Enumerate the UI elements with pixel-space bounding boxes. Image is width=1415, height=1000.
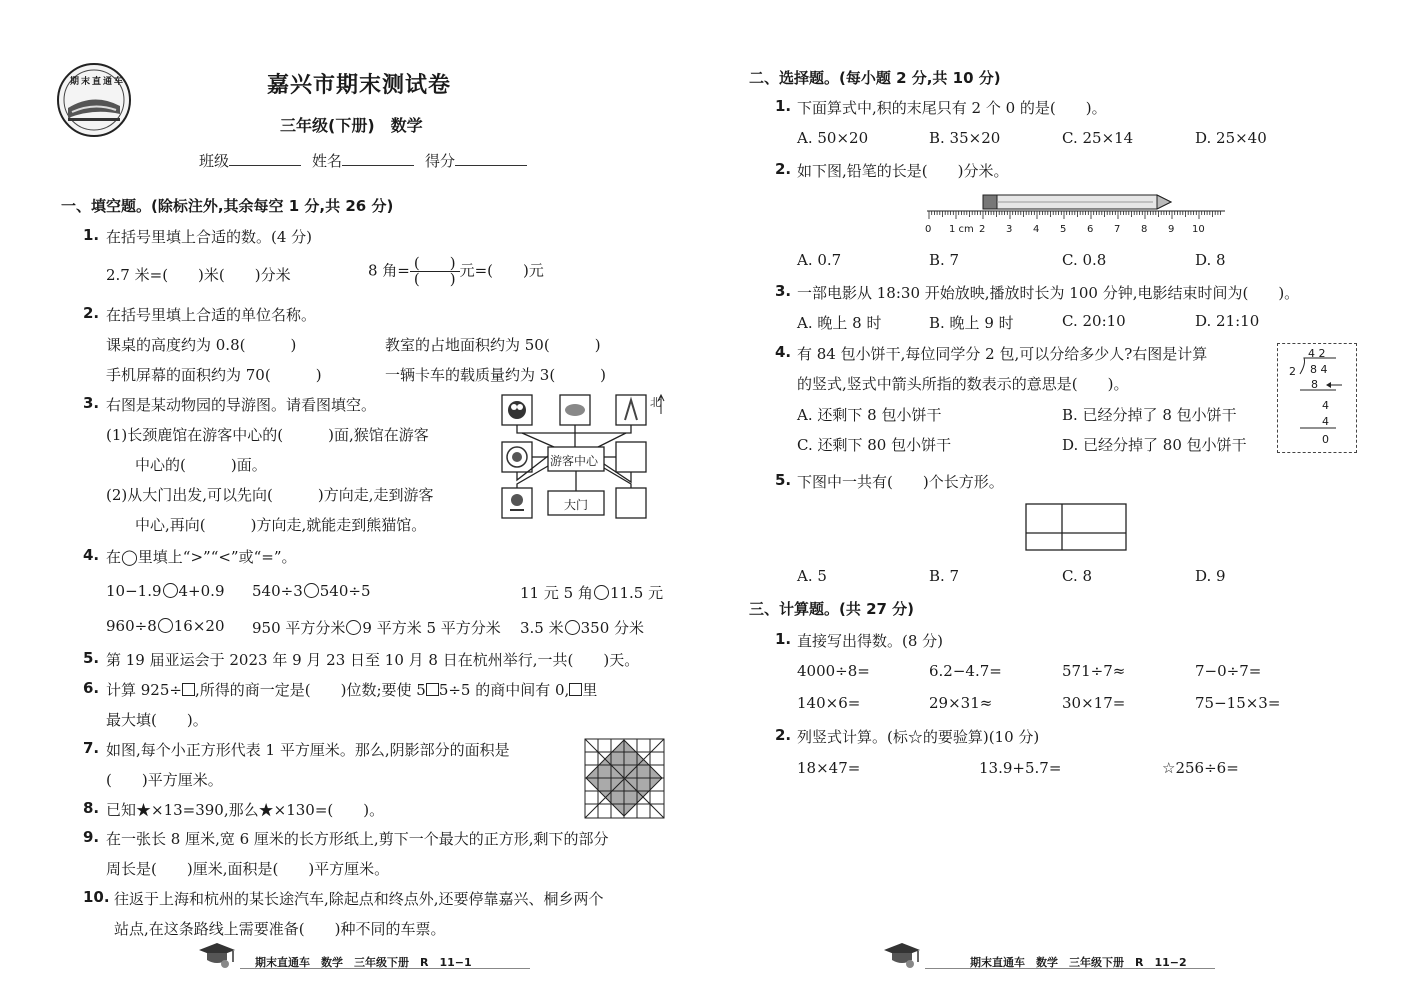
s2-q1-option-c[interactable]: C. 25×14 [1062, 129, 1134, 147]
calc-item: 140×6= [797, 694, 861, 712]
q3-line4: 中心,再向( )方向走,就能走到熊猫馆。 [135, 516, 427, 534]
pencil-ruler-figure [925, 190, 1230, 242]
s2-q5-option-a[interactable]: A. 5 [797, 567, 827, 585]
rectangle-figure [1025, 503, 1127, 551]
q3-number: 3. [83, 394, 100, 412]
s2-q3-text: 一部电影从 18:30 开始放映,播放时长为 100 分钟,电影结束时间为( )。 [797, 284, 1300, 302]
s2-q5-option-b[interactable]: B. 7 [929, 567, 960, 585]
div-step1: 8 [1311, 378, 1318, 391]
s2-q4-option-d[interactable]: D. 已经分掉了 80 包小饼干 [1062, 436, 1247, 454]
q7-line1: 如图,每个小正方形代表 1 平方厘米。那么,阴影部分的面积是 [106, 741, 510, 759]
ruler-label: 0 [925, 224, 932, 235]
square-blank[interactable] [569, 683, 582, 696]
map-north-label: 北 [650, 396, 661, 409]
section3-title: 三、计算题。(共 27 分) [749, 600, 915, 618]
q2-part-b: 教室的占地面积约为 50( ) [385, 336, 601, 354]
q2-part-c: 手机屏幕的面积约为 70( ) [106, 366, 322, 384]
s2-q1-text: 下面算式中,积的末尾只有 2 个 0 的是( )。 [797, 99, 1107, 117]
q3-line2: 中心的( )面。 [135, 456, 267, 474]
s2-q3-option-a[interactable]: A. 晚上 8 时 [797, 314, 882, 332]
ruler-label: 7 [1114, 224, 1121, 235]
s2-q5-number: 5. [775, 471, 792, 489]
q6-number: 6. [83, 679, 100, 697]
s2-q3-number: 3. [775, 282, 792, 300]
q1-part-a: 2.7 米=( )米( )分米 [106, 266, 291, 284]
s2-q2-option-d[interactable]: D. 8 [1195, 251, 1226, 269]
ruler-label: 3 [1006, 224, 1013, 235]
q7-number: 7. [83, 739, 100, 757]
s2-q1-number: 1. [775, 97, 792, 115]
ruler-label: 6 [1087, 224, 1094, 235]
q4-text: 在◯里填上“>”“<”或“=”。 [106, 548, 297, 566]
ruler-label: 10 [1192, 224, 1205, 235]
q10-line2: 站点,在这条路线上需要准备( )种不同的车票。 [114, 920, 446, 938]
s2-q2-number: 2. [775, 160, 792, 178]
s2-q3-option-c[interactable]: C. 20:10 [1062, 312, 1126, 330]
calc-item: 4000÷8= [797, 662, 870, 680]
s2-q3-option-b[interactable]: B. 晚上 9 时 [929, 314, 1014, 332]
q8-number: 8. [83, 799, 100, 817]
ruler-label: 1 cm [949, 224, 974, 235]
s2-q4-number: 4. [775, 343, 792, 361]
ruler-label: 9 [1168, 224, 1175, 235]
s2-q5-option-d[interactable]: D. 9 [1195, 567, 1226, 585]
q4-row2-c: 3.5 米 350 分米 [520, 619, 645, 637]
q4-row1-a: 10−1.9 4+0.9 [106, 582, 225, 600]
compare-circle[interactable] [565, 620, 580, 635]
compare-circle[interactable] [346, 620, 361, 635]
q3-line3: (2)从大门出发,可以先向( )方向走,走到游客 [106, 486, 434, 504]
section1-title: 一、填空题。(除标注外,其余每空 1 分,共 26 分) [61, 197, 394, 215]
s2-q4-option-a[interactable]: A. 还剩下 8 包小饼干 [797, 406, 942, 424]
div-step3: 4 [1322, 415, 1329, 428]
ruler-label: 2 [979, 224, 986, 235]
s2-q2-text: 如下图,铅笔的长是( )分米。 [797, 162, 1009, 180]
s2-q3-option-d[interactable]: D. 21:10 [1195, 312, 1260, 330]
s2-q4-option-b[interactable]: B. 已经分掉了 8 包小饼干 [1062, 406, 1237, 424]
q4-row1-c: 11 元 5 角 11.5 元 [520, 584, 664, 602]
zoo-map [500, 392, 670, 524]
q7-line2: ( )平方厘米。 [106, 771, 223, 789]
calc-item: 6.2−4.7= [929, 662, 1002, 680]
s2-q2-option-a[interactable]: A. 0.7 [797, 251, 842, 269]
s2-q5-text: 下图中一共有( )个长方形。 [797, 473, 1004, 491]
compare-circle[interactable] [594, 585, 609, 600]
q4-number: 4. [83, 546, 100, 564]
q8-text: 已知★×13=390,那么★×130=( )。 [106, 801, 385, 819]
field-name[interactable]: 姓名 [312, 150, 414, 171]
section2-title: 二、选择题。(每小题 2 分,共 10 分) [749, 69, 1001, 87]
logo-text: 期末直通车 [70, 77, 126, 87]
s2-q4-line2: 的竖式,竖式中箭头所指的数表示的意思是( )。 [797, 375, 1129, 393]
s2-q1-option-d[interactable]: D. 25×40 [1195, 129, 1267, 147]
calc-item: 30×17= [1062, 694, 1126, 712]
vertical-calc-item: 13.9+5.7= [979, 759, 1062, 777]
q3-text: 右图是某动物园的导游图。请看图填空。 [106, 396, 377, 414]
grid-figure [584, 738, 666, 820]
field-score[interactable]: 得分 [425, 150, 527, 171]
ruler-label: 4 [1033, 224, 1040, 235]
q9-line1: 在一张长 8 厘米,宽 6 厘米的长方形纸上,剪下一个最大的正方形,剩下的部分 [106, 830, 609, 848]
q1-number: 1. [83, 226, 100, 244]
q6-line1: 计算 925÷ ,所得的商一定是( )位数;要使 5 5÷5 的商中间有 0, 里 [106, 681, 598, 699]
ruler-label: 5 [1060, 224, 1067, 235]
square-blank[interactable] [182, 683, 195, 696]
compare-circle[interactable] [158, 618, 173, 633]
vertical-calc-item: ☆256÷6= [1162, 759, 1239, 777]
s3-q2-text: 列竖式计算。(标☆的要验算)(10 分) [797, 728, 1040, 746]
q2-text: 在括号里填上合适的单位名称。 [106, 306, 317, 324]
div-divisor: 2 [1289, 365, 1296, 378]
q1-part-b: 8 角= $\frac{( )}{( )}$ 元=( )元 [368, 254, 544, 288]
compare-circle[interactable] [163, 583, 178, 598]
ruler-labels [925, 224, 1230, 238]
q1-text: 在括号里填上合适的数。(4 分) [106, 228, 313, 246]
s3-q2-number: 2. [775, 726, 792, 744]
div-step4: 0 [1322, 433, 1329, 446]
q2-part-a: 课桌的高度约为 0.8( ) [106, 336, 297, 354]
s3-q1-text: 直接写出得数。(8 分) [797, 632, 944, 650]
q4-row2-a: 960÷8 16×20 [106, 617, 225, 635]
s2-q4-line1: 有 84 包小饼干,每位同学分 2 包,可以分给多少人?右图是计算 [797, 345, 1208, 363]
q10-line1: 往返于上海和杭州的某长途汽车,除起点和终点外,还要停靠嘉兴、桐乡两个 [114, 890, 604, 908]
q2-number: 2. [83, 304, 100, 322]
q3-line1: (1)长颈鹿馆在游客中心的( )面,猴馆在游客 [106, 426, 429, 444]
map-gate-label: 大门 [564, 498, 589, 512]
page-title: 嘉兴市期末测试卷 [267, 73, 452, 98]
q9-number: 9. [83, 828, 100, 846]
footer-left: 期末直通车 数学 三年级下册 R 11−1 [255, 956, 472, 969]
field-class[interactable]: 班级 [199, 150, 301, 171]
q10-number: 10. [83, 888, 110, 906]
s2-q1-option-b[interactable]: B. 35×20 [929, 129, 1001, 147]
calc-item: 29×31≈ [929, 694, 993, 712]
s2-q2-option-c[interactable]: C. 0.8 [1062, 251, 1107, 269]
q4-row1-b: 540÷3 540÷5 [252, 582, 371, 600]
q6-line2: 最大填( )。 [106, 711, 208, 729]
graduation-cap-icon [880, 940, 924, 974]
calc-item: 75−15×3= [1195, 694, 1281, 712]
long-division-figure [1277, 343, 1357, 453]
div-dividend: 8 4 [1310, 363, 1328, 376]
compare-circle[interactable] [304, 583, 319, 598]
div-quotient: 4 2 [1308, 347, 1326, 360]
s2-q1-option-a[interactable]: A. 50×20 [797, 129, 869, 147]
s3-q1-number: 1. [775, 630, 792, 648]
s2-q4-option-c[interactable]: C. 还剩下 80 包小饼干 [797, 436, 952, 454]
s2-q2-option-b[interactable]: B. 7 [929, 251, 960, 269]
q5-number: 5. [83, 649, 100, 667]
q4-row2-b: 950 平方分米 9 平方米 5 平方分米 [252, 619, 501, 637]
graduation-cap-icon [195, 940, 239, 974]
ruler-label: 8 [1141, 224, 1148, 235]
map-center-label: 游客中心 [550, 454, 599, 468]
vertical-calc-item: 18×47= [797, 759, 861, 777]
page-subtitle: 三年级(下册) 数学 [280, 116, 423, 135]
footer-right: 期末直通车 数学 三年级下册 R 11−2 [970, 956, 1187, 969]
calc-item: 7−0÷7= [1195, 662, 1262, 680]
square-blank[interactable] [426, 683, 439, 696]
q2-part-d: 一辆卡车的载质量约为 3( ) [385, 366, 607, 384]
q9-line2: 周长是( )厘米,面积是( )平方厘米。 [106, 860, 390, 878]
q5-text: 第 19 届亚运会于 2023 年 9 月 23 日至 10 月 8 日在杭州举行,一共( )天。 [106, 651, 640, 669]
calc-item: 571÷7≈ [1062, 662, 1126, 680]
s2-q5-option-c[interactable]: C. 8 [1062, 567, 1093, 585]
div-step2: 4 [1322, 399, 1329, 412]
